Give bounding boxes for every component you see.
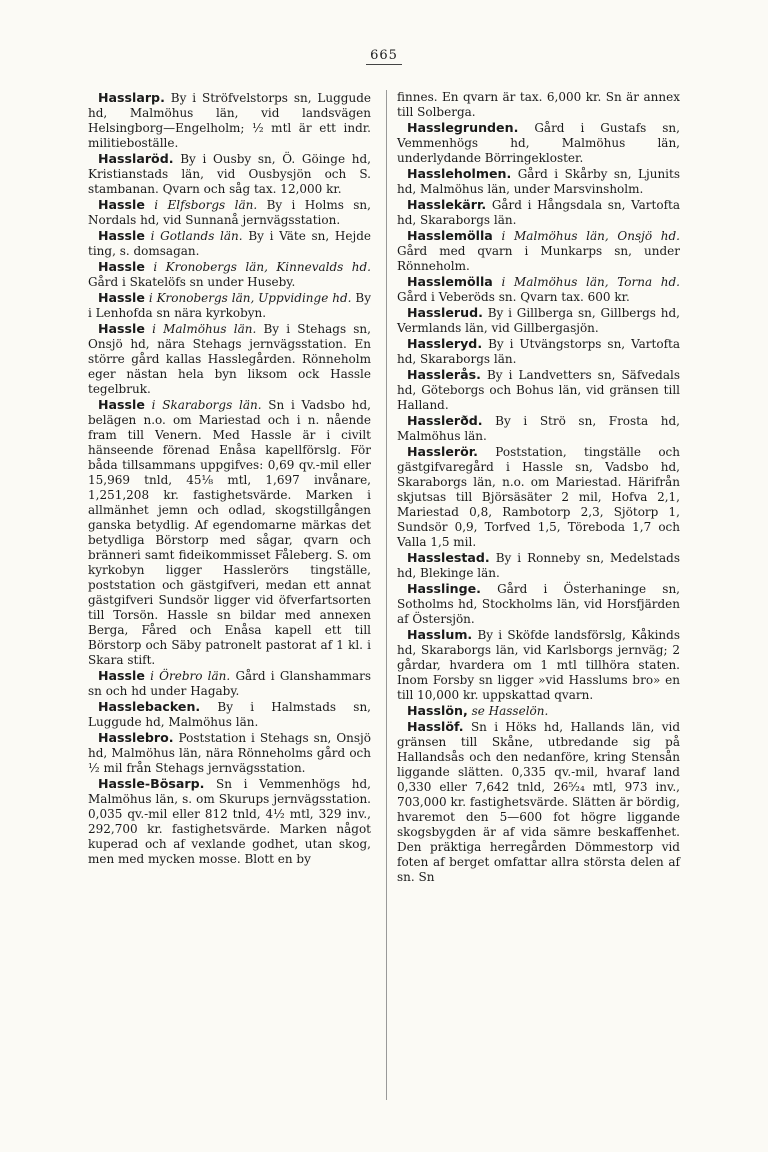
entry-headword: Hasslerud. [407,305,483,320]
entry-headword: Hassle [98,290,145,305]
entry-subtitle: i Skaraborgs län. [151,398,262,412]
entry-text: By i Gillberga sn, Gillbergs hd, Vermlands län, vid Gillbergasjön. [397,306,680,335]
entry-headword: Hassle [98,321,145,336]
dictionary-entry [88,730,371,776]
entry-text: Sn i Vadsbo hd, belägen n.o. om Mariestad och i n. nående fram till Venern. Med Hassle är i civilt hänseende förenad Enåsa kapellförslg. För båda tillsammans uppgifves: 0,69 qv.-mil eller 15,969 tnld, 45⅛ mtl, 1,697 invånare, 1,251,208 kr. fastighetsvärde. Marken i allmänhet jemn och odlad, skogstillgången ganska betydlig. Af egendomarne märkas det betydliga Börstorp med sågar, qvarn och bränneri samt fideikommisset Fåleberg. S. om kyrkobyn ligger Hasslerörs tingställe, poststation och gästgifveri, medan ett annat gästgifveri Sundsör ligger vid öfverfartsorten till Torsön. Hassle sn bildar med annexen Berga, Fåred och Enåsa kapell ett till Börstorp och Säby patronelt pastorat af 1 kl. i Skara stift. [88,398,371,667]
entry-subtitle: i Malmöhus län, Torna hd. [501,275,680,289]
entry-headword: Hasslemölla [407,274,493,289]
entry-text: By i Lenhofda sn nära kyrkobyn. [88,291,371,320]
dictionary-entry [397,413,680,444]
page-number [0,48,768,65]
entry-text: By i Stehags sn, Onsjö hd, nära Stehags jernvägsstation. En större gård kallas Hasslegården. Rönneholm eger nästan hela byn liksom ock Hassle tegelbruk. [88,322,371,396]
entry-subtitle: i Malmöhus län. [152,322,257,336]
entry-text: Gård i Hångsdala sn, Vartofta hd, Skaraborgs län. [397,198,680,227]
entry-headword: Hassle [98,259,145,274]
dictionary-entry [397,444,680,550]
right-column [397,90,680,1092]
dictionary-entry [397,581,680,627]
entry-text: By i Sköfde landsförslg, Kåkinds hd, Skaraborgs län, vid Karlsborgs jernväg; 2 gårdar, hvardera om 1 mtl tillhöra staten. Inom Forsby sn ligger »vid Hasslums bro» en till 10,000 kr. uppskattad qvarn. [397,628,680,702]
dictionary-entry [397,120,680,166]
entry-headword: Hasslerås. [407,367,481,382]
entry-headword: Hasslum. [407,627,473,642]
entry-text: Poststation, tingställe och gästgifvaregård i Hassle sn, Vadsbo hd, Skaraborgs län, n.o. om Mariestad. Härifrån skjutsas till Björsäsäter 2 mil, Hofva 2,1, Mariestad 0,8, Rambotorp 2,3, Sjötorp 1, Sundsör 0,9, Torfved 1,5, Töreboda 1,7 och Valla 1,5 mil. [397,445,680,549]
dictionary-entry [397,305,680,336]
entry-headword: Hasslegrunden. [407,120,519,135]
entry-text: Gård i Österhaninge sn, Sotholms hd, Stockholms län, vid Horsfjärden af Östersjön. [397,582,680,626]
entry-text: Gård i Glanshammars sn och hd under Hagaby. [88,669,371,698]
entry-text: Sn i Vemmenhögs hd, Malmöhus län, s. om Skurups jernvägsstation. 0,035 qv.-mil eller 812 tnld, 4½ mtl, 329 inv., 292,700 kr. fastighetsvärde. Marken något kuperad och af vexlande godhet, utan skog, men med mycken mosse. Blott en by [88,777,371,866]
entry-headword: Hassleholmen. [407,166,512,181]
entry-headword: Hasslerör. [407,444,478,459]
entry-headword: Hasslemölla [407,228,493,243]
entry-text: By i Väte sn, Hejde ting, s. domsagan. [88,229,371,258]
entry-text: By i Ronneby sn, Medelstads hd, Blekinge län. [397,551,680,580]
dictionary-entry [397,228,680,274]
dictionary-entry [88,776,371,867]
entry-text: Gård i Veberöds sn. Qvarn tax. 600 kr. [397,290,630,304]
entry-subtitle: i Malmöhus län, Onsjö hd. [501,229,680,243]
page-number-text: 665 [366,48,402,65]
dictionary-entry [88,321,371,397]
dictionary-entry [88,397,371,668]
entry-headword: Hasslestad. [407,550,490,565]
dictionary-entry [88,668,371,699]
entry-headword: Hasslaröd. [98,151,174,166]
dictionary-entry [88,90,371,151]
dictionary-entry [88,151,371,197]
entry-headword: Hasslarp. [98,90,165,105]
dictionary-entry [397,274,680,305]
column-divider [386,90,387,1100]
dictionary-entry [88,290,371,321]
dictionary-entry [88,699,371,730]
entry-headword: Hassle-Bösarp. [98,776,205,791]
dictionary-entry [88,259,371,290]
entry-text: By i Strö sn, Frosta hd, Malmöhus län. [397,414,680,443]
entry-headword: Hasslinge. [407,581,481,596]
dictionary-entry [397,703,680,719]
entry-text: By i Ströfvelstorps sn, Luggude hd, Malmöhus län, vid landsvägen Helsingborg—Engelholm; ½ mtl är ett indr. militieboställe. [88,91,371,150]
dictionary-entry [88,197,371,228]
dictionary-entry [88,228,371,259]
entry-headword: Hasslebro. [98,730,174,745]
entry-subtitle: i Gotlands län. [150,229,243,243]
entry-headword: Hassle [98,397,145,412]
entry-text: By i Holms sn, Nordals hd, vid Sunnanå jernvägsstation. [88,198,371,227]
entry-text: By i Utvängstorps sn, Vartofta hd, Skaraborgs län. [397,337,680,366]
entry-headword: Hasslekärr. [407,197,487,212]
entry-text: Gård i Gustafs sn, Vemmenhögs hd, Malmöhus län, underlydande Börringekloster. [397,121,680,165]
entry-headword: Hasslerðd. [407,413,483,428]
entry-text: Sn i Höks hd, Hallands län, vid gränsen till Skåne, utbredande sig på Hallandsås och den nedanföre, kring Stensån liggande slätten. 0,335 qv.-mil, hvaraf land 0,330 eller 7,642 tnld, 26⁵⁄₂₄ mtl, 973 inv., 703,000 kr. fastighetsvärde. Slätten är bördig, hvaremot den 5—600 fot högre liggande skogsbygden är af vida sämre beskaffenhet. Den präktiga herregården Dömmestorp vid foten af berget omfattar allra största delen af sn. Sn [397,720,680,884]
entry-subtitle: i Örebro län. [150,669,231,683]
dictionary-entry [397,367,680,413]
dictionary-entry [397,550,680,581]
dictionary-entry [397,166,680,197]
entry-headword: Hassle [98,197,145,212]
dictionary-entry [397,90,680,120]
entry-headword: Hassle [98,228,145,243]
entry-headword: Hassle [98,668,145,683]
entry-text: By i Halmstads sn, Luggude hd, Malmöhus län. [88,700,371,729]
dictionary-entry [397,719,680,885]
dictionary-entry [397,336,680,367]
entry-headword: Hasslöf. [407,719,464,734]
left-column [88,90,371,1092]
entry-text: Poststation i Stehags sn, Onsjö hd, Malmöhus län, nära Rönneholms gård och ½ mil från Stehags jernvägsstation. [88,731,371,775]
entry-headword: Hasslebacken. [98,699,201,714]
dictionary-entry [397,627,680,703]
entry-headword: Hassleryd. [407,336,483,351]
entry-headword: Hasslön, [407,703,468,718]
entry-subtitle: i Kronobergs län, Kinnevalds hd. [153,260,371,274]
entry-text: By i Ousby sn, Ö. Göinge hd, Kristianstads län, vid Ousbysjön och S. stambanan. Qvarn och såg tax. 12,000 kr. [88,152,371,196]
entry-text: Gård med qvarn i Munkarps sn, under Rönneholm. [397,244,680,273]
entry-text: finnes. En qvarn är tax. 6,000 kr. Sn är annex till Solberga. [397,90,680,119]
entry-subtitle: i Elfsborgs län. [154,198,258,212]
entry-subtitle: i Kronobergs län, Uppvidinge hd. [148,291,352,305]
entry-text: By i Landvetters sn, Säfvedals hd, Göteborgs och Bohus län, vid gränsen till Halland. [397,368,680,412]
entry-text: Gård i Skårby sn, Ljunits hd, Malmöhus län, under Marsvinsholm. [397,167,680,196]
entry-text: Gård i Skatelöfs sn under Huseby. [88,275,296,289]
dictionary-entry [397,197,680,228]
entry-subtitle: se Hasselön. [471,704,549,718]
